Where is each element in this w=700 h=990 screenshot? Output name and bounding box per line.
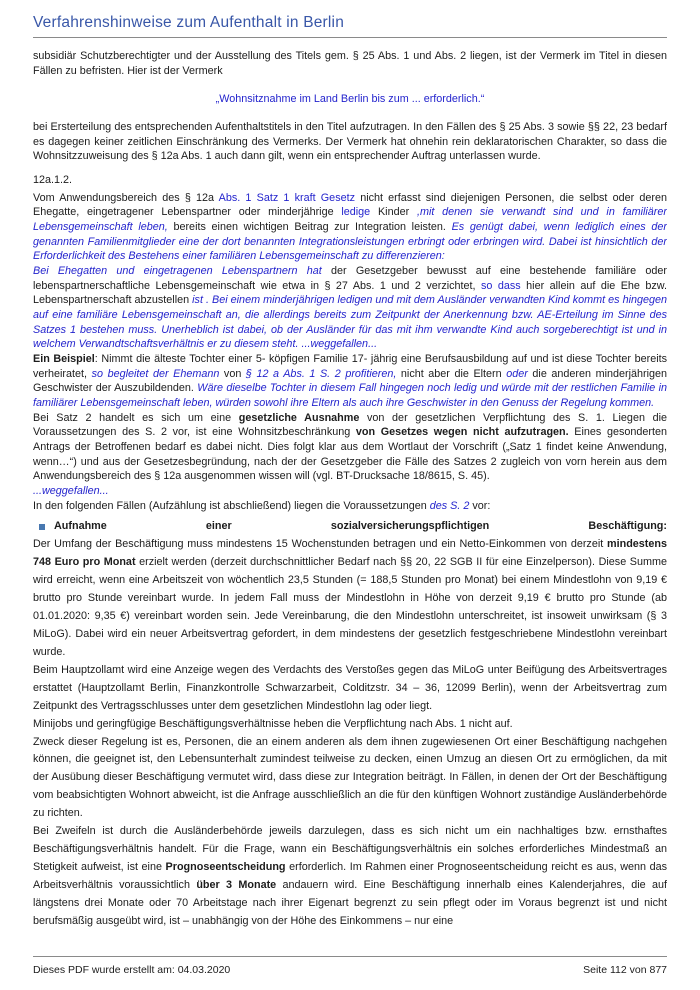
text-segment: : Nimmt die älteste Tochter einer 5- köpfigen Familie 17- jährig eine Berufsausbildung auf und ist diese Tochter bereits verheiratet, <box>33 353 667 380</box>
text-segment: Prognoseentscheidung <box>165 861 290 873</box>
text-segment: Wäre dieselbe Tochter in diesem Fall hingegen noch ledig und würde mit der restlichen Familie in familiärer Lebensgemeinschaft leben, würden sowohl ihre Eltern als auch ihre Geschwister in den Genuss der Regelung kommen. <box>33 382 667 410</box>
text-segment: oder <box>506 367 533 380</box>
text-segment: „Wohnsitznahme im Land Berlin bis zum ... erforderlich.“ <box>215 93 485 106</box>
satz2-paragraph <box>33 411 667 484</box>
text-segment: 12a.1.2. <box>33 174 73 187</box>
text-segment: Bei Satz 2 handelt es sich um eine <box>33 411 239 424</box>
text-segment: der Gesetzgeber bewusst auf eine bestehende familiäre oder lebenspartnerschaftliche Lebensgemeinschaft wie etwa in § 27 Abs. 1 und 2 verzichtet, <box>33 265 667 292</box>
text-segment: In den folgenden Fällen (Aufzählung ist abschließend) liegen die Voraussetzungen <box>33 499 430 512</box>
text-segment: Zweck dieser Regelung ist es, Personen, die an einem anderen als dem ihnen zugewiesenen Ort einer Beschäftigung nachgehen können, die geeignet ist, den Lebensunterhalt zumindest teilweise zu decken, einen Umzug an diesen Ort zu ermöglichen, da mit der Ausübung dieser Beschäftigung vermutet wird, dass diese zur Integration beiträgt. In Fällen, in denen der Ort der Beschäftigung vom beabsichtigten Wohnort abweicht, ist die Anfrage ausschließlich an die für den künftigen Wohnort zuständige Ausländerbehörde zu richten. <box>33 735 667 820</box>
text-segment: von Gesetzes wegen nicht aufzutragen. <box>355 426 575 439</box>
text-segment: nicht aber die Eltern <box>400 367 507 380</box>
footer-divider <box>33 956 667 957</box>
text-segment: ,mit denen sie verwandt sind und in familiärer Lebensgemeinschaft leben, <box>33 206 667 234</box>
text-segment: vor: <box>472 499 491 512</box>
weggefallen-line <box>33 484 667 499</box>
text-segment: erforderlich. Im Rahmen einer Prognoseentscheidung reicht es aus, wenn das Arbeitsverhältnis voraussichtlich <box>33 861 667 891</box>
text-segment: andauern wird. Eine Beschäftigung innerhalb eines Kalenderjahres, die auf längstens drei Monate oder 70 Arbeitstage nach ihrer Eigenart begrenzt zu sein pflegt oder im Voraus begrenzt ist und nicht berufsmäßig ausgeübt wird, ist – unabhängig von der Höhe des Einkommens – nur eine <box>33 878 667 927</box>
anwendungsbereich-paragraph <box>33 191 667 264</box>
intro-paragraph <box>33 49 667 78</box>
footer-page-number: Seite 112 von 877 <box>583 964 667 976</box>
text-segment: Es genügt dabei, wenn lediglich eines der genannten Familienmitglieder eine der dort benannten Integrationsleistungen erbringt oder erbringen wird. Dabei ist hinsichtlich der Erforderlichkeit des Bestehens einer familiären Lebensgemeinschaft zu differenzieren: <box>33 221 667 263</box>
text-segment: Bei Zweifeln ist durch die Ausländerbehörde jeweils darzulegen, dass es sich nicht um ein nachhaltiges bzw. ernsthaftes Beschäftigungsverhältnis handelt. Für die Frage, wann ein Beschäftigungsverhältnis ein solches erforderliches Mindestmaß an Stetigkeit aufweist, ist eine <box>33 825 667 873</box>
text-segment: über 3 Monate <box>196 878 283 891</box>
minijobs-paragraph <box>33 716 667 734</box>
text-segment: Minijobs und geringfügige Beschäftigungsverhältnisse heben die Verpflichtung nach Abs. 1 nicht auf. <box>33 717 513 730</box>
text-segment: so dass <box>481 279 527 292</box>
text-segment: Ein Beispiel <box>33 353 95 366</box>
ehegatten-paragraph <box>33 264 667 352</box>
title-divider <box>33 37 667 38</box>
bullet-item <box>33 518 667 536</box>
hauptzollamt-paragraph <box>33 662 667 716</box>
text-segment: § 12 a Abs. 1 S. 2 profitieren, <box>245 367 401 380</box>
text-segment: subsidiär Schutzberechtigter und der Ausstellung des Titels gem. § 25 Abs. 1 und Abs. 2 liegen, ist der Vermerk im Titel in diesen Fällen zu befristen. Hier ist der Vermerk <box>33 50 667 77</box>
page-footer <box>33 952 667 976</box>
text-segment: Abs. 1 Satz 1 kraft Gesetz <box>218 191 361 204</box>
section-number <box>33 173 667 188</box>
text-segment: Vom Anwendungsbereich des § 12a <box>33 191 219 204</box>
text-segment: von <box>223 367 246 380</box>
text-segment: Kinder <box>377 206 417 219</box>
text-segment: ledige <box>341 206 378 219</box>
text-segment: erzielt werden (derzeit durchschnittlicher Bedarf nach §§ 20, 22 SGB II für eine Einzelperson). Diese Summe wird erreicht, wenn eine Arbeitszeit von wöchentlich 23,5 Stunden (= 188,5 Stunden pro Monat) bei einem Mindestlohn von 9,19 € brutto pro Stunde vereinbart wurde. In jedem Fall muss der Mindestlohn in Höhe von derzeit 9,19 € brutto pro Stunde (ab 01.01.2020: 9,35 €) vereinbart worden sein. Jede Vereinbarung, die den Mindestlohn unterschreitet, ist insoweit unwirksam (§ 3 MiLoG). Dabei wird ein neuer Arbeitsvertrag gefordert, in dem mindestens der gesetzlich festgeschriebene Mindestlohn vereinbart wurde. <box>33 556 667 658</box>
text-segment: gesetzliche Ausnahme <box>238 411 368 424</box>
text-segment: bei Ersterteilung des entsprechenden Aufenthaltstitels in den Titel aufzutragen. In den Fällen des § 25 Abs. 3 sowie §§ 22, 23 bedarf es dagegen keiner zeitlichen Einschränkung des Vermerks. Der Vermerk hat ohnehin rein deklaratorischen Charakter, so dass die Wohnsitzzuweisung des § 12a Abs. 1 auch dann gilt, wenn ein entsprechender Auftrag unterlassen wurde. <box>33 121 667 163</box>
bullet-heading <box>54 518 667 536</box>
text-segment: so begleitet der Ehemann <box>91 367 224 380</box>
text-segment: hier allein auf die Ehe bzw. Lebenspartnerschaft abzustellen <box>33 279 667 307</box>
text-segment: Der Umfang der Beschäftigung muss mindestens 15 Wochenstunden betragen und ein Netto-Einkommen von derzeit <box>33 538 607 551</box>
zweifel-paragraph <box>33 823 667 931</box>
document-body <box>33 49 667 931</box>
text-segment: die anderen minderjährigen Geschwister der Auszubildenden. <box>33 367 667 395</box>
text-segment: Beim Hauptzollamt wird eine Anzeige wegen des Verdachts des Verstoßes gegen das MiLoG unter Beifügung des Arbeitsvertrages erstattet (Hauptzollamt Berlin, Finanzkontrolle Schwarzarbeit, Colditzstr. 34 – 36, 12099 Berlin), wenn der Arbeitsvertrag zum Zeitpunkt des Vertragsschlusses unter dem gesetzlichen Mindestlohn lag oder liegt. <box>33 663 667 712</box>
footer-created-text: Dieses PDF wurde erstellt am: 04.03.2020 <box>33 964 231 976</box>
beispiel-paragraph <box>33 352 667 411</box>
text-segment: nicht erfasst sind diejenigen Personen, die selbst oder deren Ehegatte, eingetragener Lebenspartner oder minderjährige <box>33 191 667 219</box>
square-bullet-icon <box>39 524 45 530</box>
vermerk-quote <box>33 92 667 107</box>
zweck-paragraph <box>33 734 667 824</box>
text-segment: des S. 2 <box>429 499 473 512</box>
faelle-intro-paragraph <box>33 499 667 514</box>
text-segment: Bei Ehegatten und eingetragenen Lebenspartnern hat <box>33 265 331 278</box>
text-segment: Eines gesonderten Antrags der Betroffenen bedarf es dabei nicht. Dies folgt klar aus dem Wortlaut der Vorschrift („Satz 1 findet keine Anwendung, wenn…“) und aus der Gesetzesbegründung, nach der der Gesetzgeber die Fälle des Satzes 2 zugleich von vorn herein aus dem Anwendungsbereich des § 12a ausgenommen wissen will (vgl. BT-Drucksache 18/8615, S. 45). <box>33 426 667 483</box>
document-title: Verfahrenshinweise zum Aufenthalt in Berlin <box>33 14 345 31</box>
ersterteilung-paragraph <box>33 120 667 164</box>
text-segment: mindestens 748 Euro pro Monat <box>33 538 667 569</box>
text-segment: von der gesetzlichen Verpflichtung des S. 1. Liegen die Voraussetzungen des S. 2 vor, ist eine Wohnsitzbeschränkung <box>33 411 667 439</box>
text-segment: ist . Bei einem minderjährigen ledigen und mit dem Ausländer verwandten Kind kommt es hingegen auf eine familiäre Lebensgemeinschaft an, die allerdings bereits zum Zeitpunkt der Anerkennung bzw. AE-Erteilung im Sinne des Satzes 1 bestehen muss. Unerheblich ist dabei, ob der Ausländer für das mit ihm verwandte Kind auch sorgeberechtigt ist und in welchem Verwandtschaftsverhältnis er zu diesem steht. ...weggefallen... <box>33 294 667 351</box>
text-segment: Aufnahme einer sozialversicherungspflichtigen Beschäftigung: <box>54 520 667 533</box>
text-segment: bereits einen wichtigen Beitrag zur Integration leisten. <box>173 221 452 234</box>
beschaeftigung-umfang-paragraph <box>33 536 667 661</box>
footer-row <box>33 964 667 976</box>
text-segment: ...weggefallen... <box>33 485 109 498</box>
